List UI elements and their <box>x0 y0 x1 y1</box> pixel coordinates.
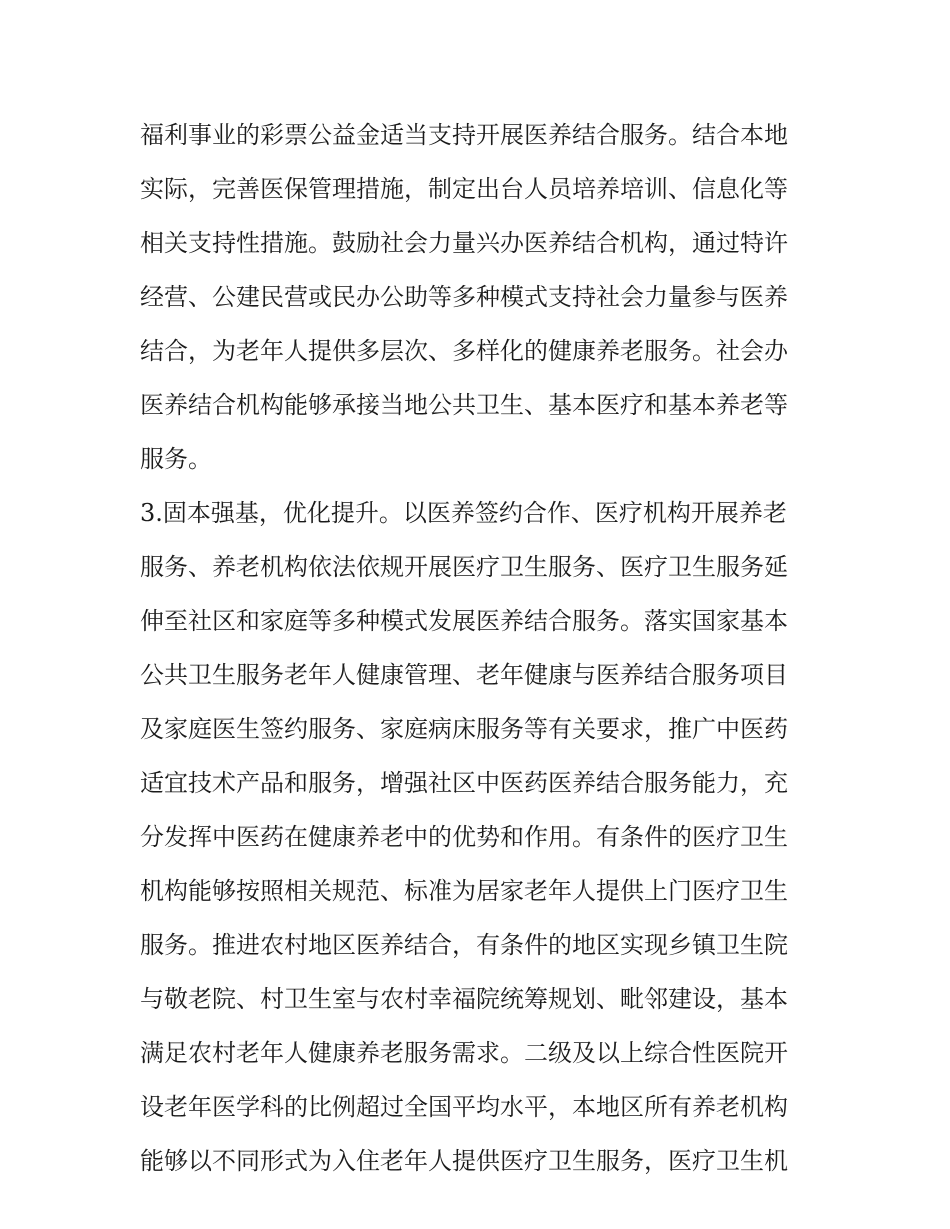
text-line: 及家庭医生签约服务、家庭病床服务等有关要求，推广中医药 <box>140 715 788 743</box>
text-line: 服务。推进农村地区医养结合，有条件的地区实现乡镇卫生院 <box>140 931 788 959</box>
text-line: 结合，为老年人提供多层次、多样化的健康养老服务。社会办 <box>140 337 788 365</box>
section-heading-line: 3.固本强基，优化提升。以医养签约合作、医疗机构开展养老 <box>140 499 787 527</box>
text-line: 服务。 <box>140 445 212 473</box>
body-text <box>140 108 820 1188</box>
text-line: 分发挥中医药在健康养老中的优势和作用。有条件的医疗卫生 <box>140 823 788 851</box>
text-line: 伸至社区和家庭等多种模式发展医养结合服务。落实国家基本 <box>140 607 788 635</box>
text-line: 公共卫生服务老年人健康管理、老年健康与医养结合服务项目 <box>140 661 788 689</box>
text-line: 医养结合机构能够承接当地公共卫生、基本医疗和基本养老等 <box>140 391 788 419</box>
text-line: 服务、养老机构依法依规开展医疗卫生服务、医疗卫生服务延 <box>140 553 788 581</box>
text-line: 机构能够按照相关规范、标准为居家老年人提供上门医疗卫生 <box>140 877 788 905</box>
text-line: 与敬老院、村卫生室与农村幸福院统筹规划、毗邻建设，基本 <box>140 985 788 1013</box>
text-line: 福利事业的彩票公益金适当支持开展医养结合服务。结合本地 <box>140 121 788 149</box>
text-line: 能够以不同形式为入住老年人提供医疗卫生服务，医疗卫生机 <box>140 1147 788 1175</box>
text-line: 相关支持性措施。鼓励社会力量兴办医养结合机构，通过特许 <box>140 229 788 257</box>
text-line: 适宜技术产品和服务，增强社区中医药医养结合服务能力，充 <box>140 769 788 797</box>
text-line: 满足农村老年人健康养老服务需求。二级及以上综合性医院开 <box>140 1039 788 1067</box>
text-line: 实际，完善医保管理措施，制定出台人员培养培训、信息化等 <box>140 175 788 203</box>
text-line: 经营、公建民营或民办公助等多种模式支持社会力量参与医养 <box>140 283 788 311</box>
text-line: 设老年医学科的比例超过全国平均水平，本地区所有养老机构 <box>140 1093 788 1121</box>
